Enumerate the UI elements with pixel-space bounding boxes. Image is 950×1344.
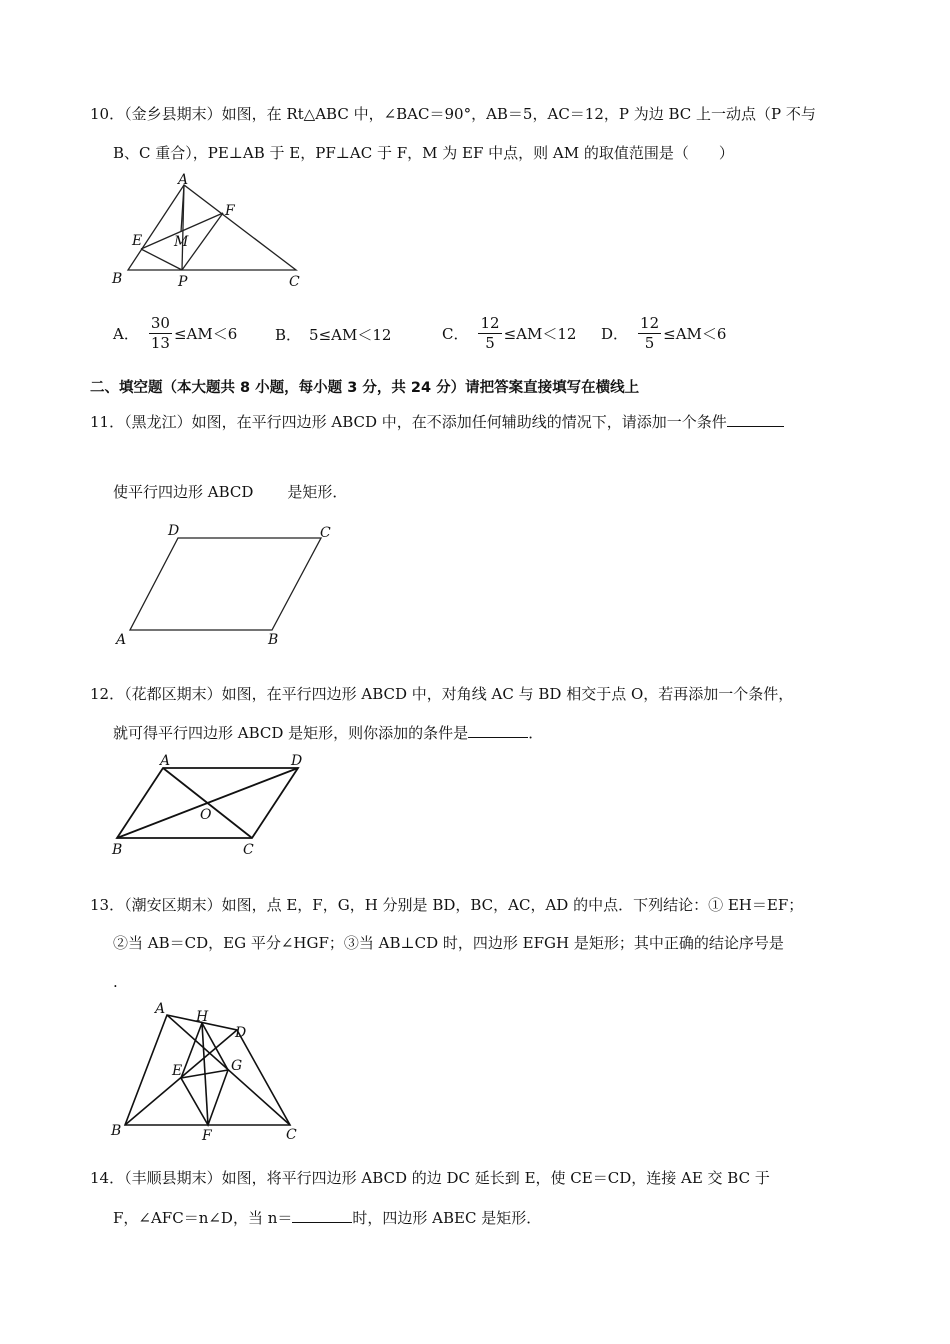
option-d-numerator: 12 [640,314,660,332]
q10-figure [105,170,315,295]
q14-line2-a: F，∠AFC＝n∠D，当 n＝ [113,1209,293,1227]
label-a: A [116,632,127,648]
q14-answer-blank[interactable] [292,1207,352,1223]
label-d: D [235,1025,247,1041]
option-a-denominator: 13 [150,334,170,352]
q14-line2-b: 时，四边形 ABEC 是矩形． [352,1209,542,1227]
section-heading: 二、填空题（本大题共 8 小题，每小题 3 分，共 24 分）请把答案直接填写在横线上 [90,380,640,396]
option-a-rest: ≤AM＜6 [173,325,238,343]
option-c-letter: C． [442,325,469,343]
q13-line3: . [113,973,118,991]
label-a: A [160,753,171,769]
q11-figure [110,518,340,648]
q12-figure [105,750,315,860]
label-m: M [174,234,189,250]
q10-line2: B、C 重合），PE⊥AB 于 E，PF⊥AC 于 F，M 为 EF 中点，则 AM 的取值范围是（ ） [113,144,734,162]
diagonal-bd [117,768,298,838]
option-b-text: 5≤AM＜12 [309,326,392,344]
q11-line2 [113,482,347,502]
label-f: F [225,203,235,219]
q12-line2-a: 就可得平行四边形 ABCD 是矩形，则你添加的条件是 [113,724,469,742]
label-e: E [172,1063,183,1079]
q11-line2-b: 是矩形． [287,483,348,501]
label-a: A [178,172,189,188]
q12-line2 [113,722,543,743]
label-p: P [178,274,188,290]
q11-line1 [90,411,784,432]
q10-option-b[interactable] [275,324,391,345]
label-b: B [111,1123,122,1139]
label-b: B [268,632,279,648]
label-a: A [155,1001,166,1017]
q10-option-d[interactable] [601,314,726,353]
q10-line1: 10．（金乡县期末）如图，在 Rt△ABC 中，∠BAC＝90°，AB＝5，AC＝12，P 为边 BC 上一动点（P 不与 [90,105,816,123]
label-h: H [196,1009,209,1025]
segment-ep [141,249,182,270]
q14-line1: 14．（丰顺县期末）如图，将平行四边形 ABCD 的边 DC 延长到 E，使 CE＝CD，连接 AE 交 BC 于 [90,1169,770,1187]
label-f: F [202,1128,212,1144]
option-d-denominator: 5 [644,334,655,352]
q10-option-c[interactable] [442,314,576,353]
q10-option-a[interactable] [113,314,237,353]
label-b: B [112,271,123,287]
q14-line2 [113,1207,541,1228]
label-d: D [291,753,303,769]
option-a-numerator: 30 [150,314,170,332]
q11-answer-blank[interactable] [727,411,784,427]
label-o: O [200,807,212,823]
label-c: C [243,842,254,858]
q13-line1: 13．（潮安区期末）如图，点 E，F，G，H 分别是 BD，BC，AC，AD 的中点．下列结论：① EH＝EF； [90,896,804,914]
option-a-fraction [149,314,172,353]
option-d-fraction [638,314,661,353]
option-c-fraction [478,314,501,353]
label-g: G [231,1058,243,1074]
q13-line2: ②当 AB＝CD，EG 平分∠HGF；③当 AB⊥CD 时，四边形 EFGH 是矩形；其中正确的结论序号是 [113,934,784,952]
parallelogram-abcd [130,538,321,630]
q11-line1-text: 11．（黑龙江）如图，在平行四边形 ABCD 中，在不添加任何辅助线的情况下，请添加一个条件 [90,413,727,431]
label-e: E [132,233,143,249]
label-c: C [289,274,300,290]
q11-line2-a: 使平行四边形 ABCD [113,483,254,501]
label-c: C [320,525,331,541]
option-d-letter: D． [601,325,629,343]
label-b: B [112,842,123,858]
q12-line2-b: ． [528,724,544,742]
option-a-letter: A． [113,325,139,343]
option-c-numerator: 12 [480,314,500,332]
option-d-rest: ≤AM＜6 [663,325,727,343]
q12-line1: 12．（花都区期末）如图，在平行四边形 ABCD 中，对角线 AC 与 BD 相交于点 O，若再添加一个条件， [90,685,794,703]
option-c-rest: ≤AM＜12 [503,325,577,343]
q12-answer-blank[interactable] [468,722,528,738]
q13-figure [105,995,315,1145]
option-b-letter: B． [275,326,302,344]
label-d: D [168,523,180,539]
option-c-denominator: 5 [485,334,495,352]
label-c: C [286,1127,297,1143]
